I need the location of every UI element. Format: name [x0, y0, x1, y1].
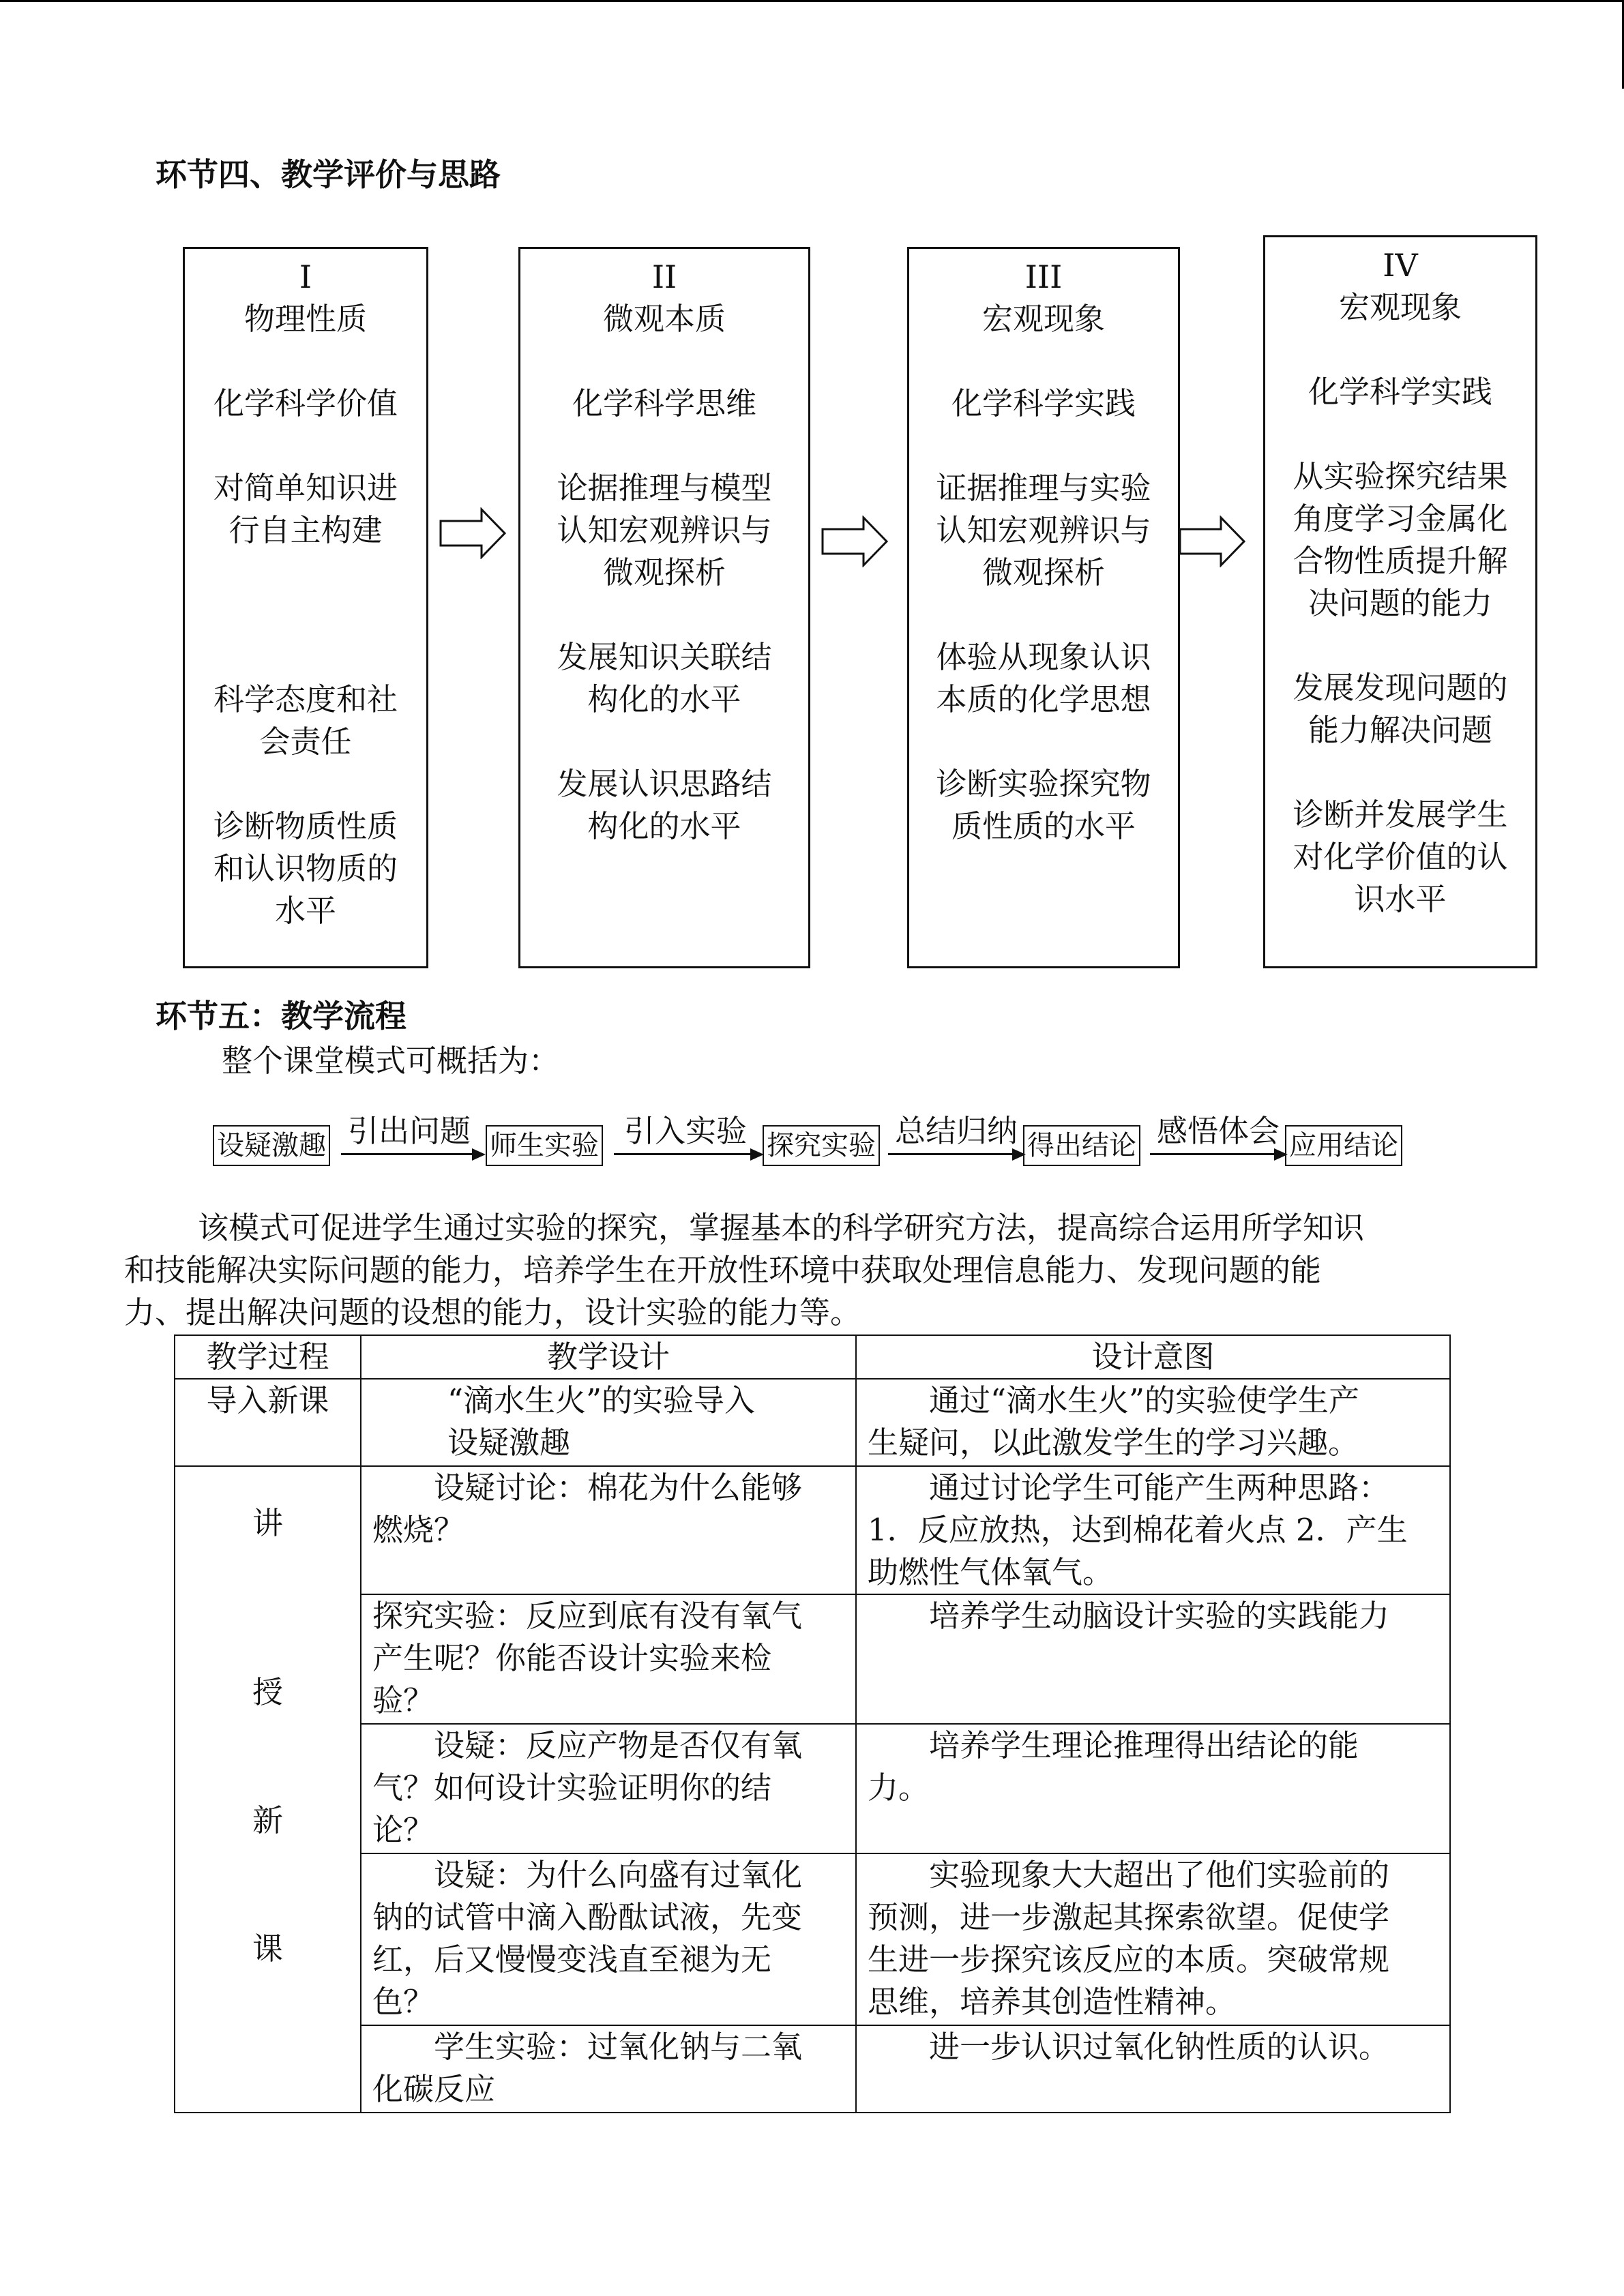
- design-cell: [361, 1853, 856, 2025]
- stage-text: 对简单知识进: [213, 470, 398, 506]
- description-paragraph: [124, 1207, 1453, 1334]
- cell-line: 产生呢？你能否设计实验来检: [372, 1640, 772, 1676]
- flow-arrow-line: [888, 1153, 1019, 1155]
- stage-text: 科学态度和社: [213, 681, 398, 717]
- paragraph-line: 力、提出解决问题的设想的能力，设计实验的能力等。: [124, 1294, 861, 1330]
- paragraph-line: 和技能解决实际问题的能力，培养学生在开放性环境中获取处理信息能力、发现问题的能: [124, 1252, 1322, 1288]
- flow-box: 师生实验: [486, 1125, 603, 1166]
- stage-title: 物理性质: [243, 301, 367, 337]
- intent-cell: [856, 1853, 1450, 2025]
- stage-text: 决问题的能力: [1308, 585, 1492, 621]
- intro-text: 整个课堂模式可概括为：: [222, 1043, 560, 1079]
- process-char: 讲: [252, 1505, 283, 1541]
- stage-text: 和认识物质的: [213, 850, 398, 886]
- page-top-border: [0, 0, 1624, 2]
- column-header: 教学设计: [361, 1335, 856, 1379]
- arrow-head-icon: [472, 1148, 486, 1161]
- stage-text: 发展认识思路结: [557, 766, 772, 802]
- stage-text: 微观探析: [602, 554, 726, 591]
- stage-text: 构化的水平: [587, 681, 741, 717]
- stage-text: 合物性质提升解: [1293, 543, 1508, 579]
- stage-text: 从实验探究结果: [1293, 458, 1508, 494]
- cell-line: 通过“滴水生火”的实验使学生产: [929, 1382, 1360, 1418]
- cell-line: 生进一步探究该反应的本质。突破常规: [868, 1941, 1390, 1978]
- stage-text: 能力解决问题: [1308, 712, 1492, 748]
- right-arrow-icon: [821, 516, 889, 567]
- section4-title: 环节四、教学评价与思路: [156, 156, 501, 193]
- cell-line: 设疑激趣: [447, 1425, 571, 1461]
- flow-label: 总结归纳: [894, 1113, 1018, 1149]
- cell-line: 1．反应放热，达到棉花着火点 2．产生: [868, 1512, 1408, 1548]
- stage-numeral: II: [651, 258, 677, 295]
- table-row: [175, 1724, 1450, 1853]
- cell-line: 气？如何设计实验证明你的结: [372, 1770, 772, 1806]
- arrow-head-icon: [750, 1148, 764, 1161]
- stage-text: 论据推理与模型: [557, 470, 772, 506]
- design-cell: [361, 1594, 856, 1724]
- process-char: 新: [252, 1802, 283, 1838]
- stage-numeral: III: [1024, 258, 1063, 295]
- stage-text: 微观探析: [981, 554, 1105, 591]
- stage-text: 构化的水平: [587, 808, 741, 844]
- cell-line: 探究实验：反应到底有没有氧气: [372, 1598, 803, 1634]
- stage-box-3: [907, 247, 1180, 968]
- cell-line: 色？: [372, 1984, 434, 2020]
- process-cell: 导入新课: [175, 1379, 361, 1466]
- flow-arrow-line: [1150, 1153, 1278, 1155]
- cell-line: 培养学生动脑设计实验的实践能力: [929, 1598, 1390, 1634]
- paragraph-line: 该模式可促进学生通过实验的探究，掌握基本的科学研究方法，提高综合运用所学知识: [198, 1210, 1365, 1246]
- flow-label: 感悟体会: [1156, 1113, 1280, 1149]
- cell-line: “滴水生火”的实验导入: [447, 1382, 756, 1418]
- stage-box-1: [183, 247, 428, 968]
- intent-cell: [856, 1724, 1450, 1853]
- cell-line: 设疑讨论：棉花为什么能够: [434, 1470, 803, 1506]
- design-cell: [361, 2025, 856, 2113]
- stage-title: 宏观现象: [981, 301, 1105, 337]
- cell-line: 生疑问，以此激发学生的学习兴趣。: [868, 1425, 1359, 1461]
- lesson-table: [174, 1335, 1451, 2113]
- stage-text: 本质的化学思想: [936, 681, 1151, 717]
- stage-text: 对化学价值的认: [1293, 839, 1508, 875]
- design-cell: [361, 1379, 856, 1466]
- flow-box: 探究实验: [763, 1125, 880, 1166]
- cell-line: 实验现象大大超出了他们实验前的: [929, 1857, 1390, 1893]
- column-header: 设计意图: [856, 1335, 1450, 1379]
- section5-title: 环节五：教学流程: [156, 998, 407, 1034]
- process-char: 授: [252, 1674, 283, 1710]
- stage-text: 水平: [274, 893, 336, 929]
- stage-numeral: I: [299, 258, 312, 295]
- cell-line: 设疑：反应产物是否仅有氧: [434, 1727, 803, 1763]
- stage-box-4: [1263, 235, 1537, 968]
- stage-text: 角度学习金属化: [1293, 501, 1508, 537]
- stage-text: 诊断实验探究物: [936, 766, 1151, 802]
- intent-cell: [856, 1466, 1450, 1594]
- stage-title: 宏观现象: [1338, 289, 1462, 325]
- cell-line: 论？: [372, 1812, 434, 1848]
- table-row: [175, 1379, 1450, 1466]
- right-arrow-icon: [439, 507, 507, 559]
- table-header-row: [175, 1335, 1450, 1379]
- stage-value: 化学科学思维: [572, 385, 756, 421]
- stage-text: 质性质的水平: [951, 808, 1136, 844]
- design-cell: [361, 1724, 856, 1853]
- cell-line: 培养学生理论推理得出结论的能: [929, 1727, 1359, 1763]
- stage-numeral: IV: [1383, 247, 1418, 284]
- stage-value: 化学科学实践: [1308, 374, 1492, 410]
- cell-line: 力。: [868, 1770, 930, 1806]
- process-char: 课: [252, 1930, 283, 1967]
- cell-line: 验？: [372, 1682, 434, 1718]
- intent-cell: [856, 2025, 1450, 2113]
- cell-line: 学生实验：过氧化钠与二氧: [434, 2029, 803, 2065]
- cell-line: 思维，培养其创造性精神。: [868, 1984, 1237, 2020]
- stage-text: 诊断并发展学生: [1293, 796, 1508, 833]
- table-row: [175, 2025, 1450, 2113]
- flow-arrow-line: [341, 1153, 472, 1155]
- cell-line: 设疑：为什么向盛有过氧化: [434, 1857, 803, 1893]
- stage-text: 识水平: [1354, 881, 1447, 917]
- stage-value: 化学科学价值: [213, 385, 398, 421]
- stage-text: 会责任: [259, 724, 352, 760]
- stage-text: 诊断物质性质: [213, 808, 398, 844]
- stage-text: 行自主构建: [228, 512, 383, 548]
- stage-text: 发展发现问题的: [1293, 670, 1508, 706]
- cell-line: 钠的试管中滴入酚酞试液，先变: [372, 1899, 803, 1935]
- intent-cell: [856, 1379, 1450, 1466]
- column-header: 教学过程: [175, 1335, 361, 1379]
- table-row: [175, 1594, 1450, 1724]
- cell-line: 化碳反应: [372, 2071, 496, 2107]
- intent-cell: [856, 1594, 1450, 1724]
- flow-box: 得出结论: [1023, 1125, 1140, 1166]
- table-row: [175, 1853, 1450, 2025]
- stage-text: 认知宏观辨识与: [557, 512, 772, 548]
- teach-new-lesson-cell: [175, 1466, 361, 2113]
- stage-text: 证据推理与实验: [936, 470, 1151, 506]
- table-row: [175, 1466, 1450, 1594]
- stage-text: 认知宏观辨识与: [936, 512, 1151, 548]
- cell-line: 燃烧？: [372, 1512, 465, 1548]
- cell-line: 预测，进一步激起其探索欲望。促使学: [868, 1899, 1390, 1935]
- cell-line: 通过讨论学生可能产生两种思路：: [929, 1470, 1390, 1506]
- flow-label: 引入实验: [623, 1113, 747, 1149]
- cell-line: 进一步认识过氧化钠性质的认识。: [929, 2029, 1390, 2065]
- stage-text: 发展知识关联结: [557, 639, 772, 675]
- stage-box-2: [518, 247, 810, 968]
- stage-title: 微观本质: [602, 301, 726, 337]
- flow-arrow-line: [614, 1153, 750, 1155]
- cell-line: 助燃性气体氧气。: [868, 1554, 1114, 1590]
- flow-box: 设疑激趣: [213, 1125, 330, 1166]
- flow-box: 应用结论: [1285, 1125, 1402, 1166]
- right-arrow-icon: [1179, 516, 1247, 567]
- cell-line: 红，后又慢慢变浅直至褪为无: [372, 1941, 772, 1978]
- stage-value: 化学科学实践: [951, 385, 1136, 421]
- flow-label: 引出问题: [347, 1113, 471, 1149]
- stage-text: 体验从现象认识: [936, 639, 1151, 675]
- design-cell: [361, 1466, 856, 1594]
